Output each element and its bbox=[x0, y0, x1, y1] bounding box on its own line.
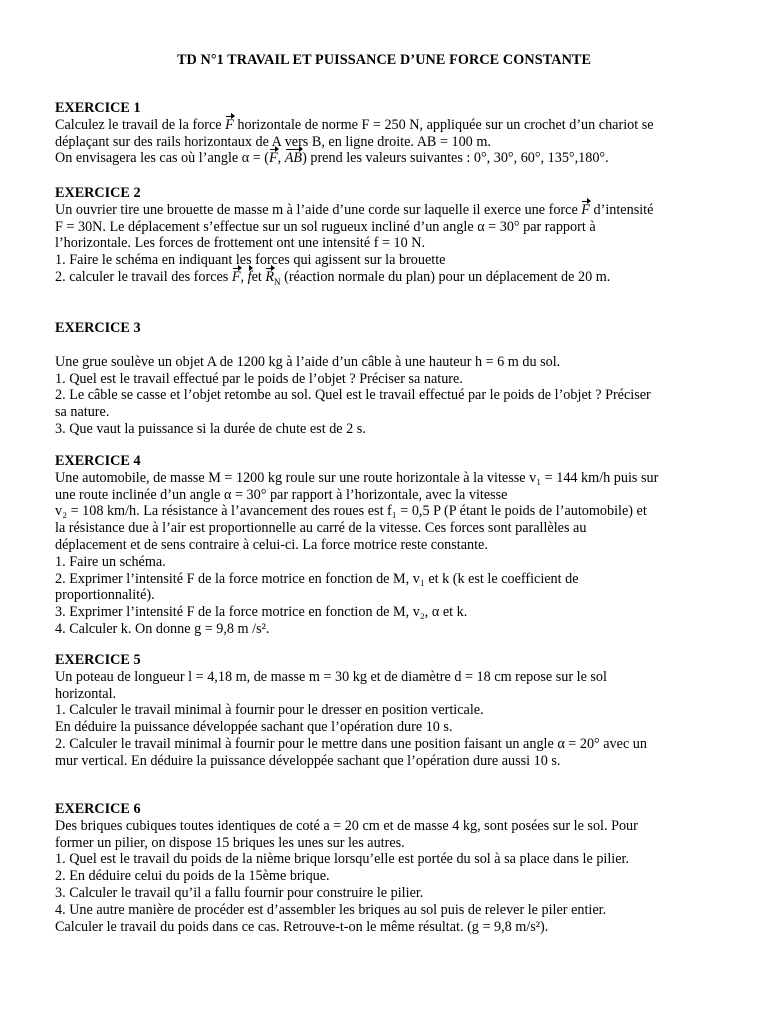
exercise-1-line-1: Calculez le travail de la force F horizontale de norme F = 250 N, appliquée sur un crochet d’un chariot se bbox=[55, 116, 654, 133]
exercise-4-line-7: 2. Exprimer l’intensité F de la force motrice en fonction de M, v₁ et k (k est le coefficient de bbox=[55, 570, 579, 587]
exercise-6-line-1: Des briques cubiques toutes identiques de coté a = 20 cm et de masse 4 kg, sont posées sur le sol. Pour bbox=[55, 817, 638, 834]
exercise-4-line-3: v₂ = 108 km/h. La résistance à l’avancement des roues est f₁ = 0,5 P (P étant le poids de l’automobile) et bbox=[55, 503, 647, 520]
vector-F: F bbox=[268, 150, 278, 167]
vector-F: F bbox=[581, 201, 590, 218]
exercise-4-line-1: Une automobile, de masse M = 1200 kg roule sur une route horizontale à la vitesse v₁ = 144 km/h puis sur bbox=[55, 469, 659, 486]
vector-R-subscript: N bbox=[274, 276, 281, 287]
exercise-2 bbox=[55, 185, 725, 286]
exercise-5-line-4: En déduire la puissance développée sachant que l’opération dure 10 s. bbox=[55, 719, 453, 736]
exercise-2-line-4: 1. Faire le schéma en indiquant les forces qui agissent sur la brouette bbox=[55, 252, 446, 269]
document-title: TD N°1 TRAVAIL ET PUISSANCE D’UNE FORCE CONSTANTE bbox=[176, 52, 592, 68]
exercise-4-line-9: 3. Exprimer l’intensité F de la force motrice en fonction de M, v₂, α et k. bbox=[55, 604, 468, 621]
exercise-2-line-2: F = 30N. Le déplacement s’effectue sur un sol rugueux incliné d’un angle α = 30° par rapport à bbox=[55, 218, 596, 235]
exercise-6-heading: EXERCICE 6 bbox=[55, 801, 141, 817]
exercise-6 bbox=[55, 801, 725, 935]
exercise-6-line-2: former un pilier, on dispose 15 briques les unes sur les autres. bbox=[55, 834, 405, 851]
exercise-4-line-6: 1. Faire un schéma. bbox=[55, 553, 166, 570]
exercise-1-line-2: déplaçant sur des rails horizontaux de A vers B, en ligne droite. AB = 100 m. bbox=[55, 133, 491, 150]
exercise-5-line-1: Un poteau de longueur l = 4,18 m, de masse m = 30 kg et de diamètre d = 18 cm repose sur le sol bbox=[55, 668, 607, 685]
vector-R: R bbox=[265, 268, 275, 285]
exercise-3 bbox=[55, 320, 725, 438]
exercise-6-line-5: 3. Calculer le travail qu’il a fallu fournir pour construire le pilier. bbox=[55, 884, 424, 901]
exercise-3-line-4: sa nature. bbox=[55, 404, 110, 421]
exercise-1 bbox=[55, 100, 725, 167]
exercise-6-line-4: 2. En déduire celui du poids de la 15ème brique. bbox=[55, 868, 330, 885]
exercise-4-heading: EXERCICE 4 bbox=[55, 453, 141, 469]
exercise-1-line-3: On envisagera les cas où l’angle α = (F, AB) prend les valeurs suivantes : 0°, 30°, 60°, 135°,180°. bbox=[55, 150, 609, 167]
exercise-5-heading: EXERCICE 5 bbox=[55, 652, 141, 668]
exercise-2-line-3: l’horizontale. Les forces de frottement ont une intensité f = 10 N. bbox=[55, 235, 426, 252]
exercise-4 bbox=[55, 453, 725, 638]
exercise-5-line-5: 2. Calculer le travail minimal à fournir pour le mettre dans une position faisant un angle α = 20° avec un bbox=[55, 735, 647, 752]
exercise-2-heading: EXERCICE 2 bbox=[55, 185, 141, 201]
exercise-5 bbox=[55, 652, 725, 770]
exercise-6-line-3: 1. Quel est le travail du poids de la nième brique lorsqu’elle est portée du sol à sa place dans le pilier. bbox=[55, 851, 630, 868]
exercise-3-line-3: 2. Le câble se casse et l’objet retombe au sol. Quel est le travail effectué par le poids de l’objet ? Préciser bbox=[55, 387, 651, 404]
exercise-5-line-2: horizontal. bbox=[55, 685, 117, 702]
vector-F: F bbox=[231, 268, 241, 285]
exercise-3-line-5: 3. Que vaut la puissance si la durée de chute est de 2 s. bbox=[55, 420, 366, 437]
exercise-6-line-7: Calculer le travail du poids dans ce cas. Retrouve-t-on le même résultat. (g = 9,8 m/s²). bbox=[55, 918, 549, 935]
vector-f: f bbox=[247, 268, 252, 285]
exercise-2-line-1: Un ouvrier tire une brouette de masse m à l’aide d’une corde sur laquelle il exerce une force F d’intensité bbox=[55, 201, 654, 218]
exercise-2-line-5: 2. calculer le travail des forces F, fet $R_N$ (réaction normale du plan) pour un déplacement de 20 m. bbox=[55, 268, 611, 287]
exercise-5-line-6: mur vertical. En déduire la puissance développée sachant que l’opération dure aussi 10 s. bbox=[55, 752, 561, 769]
exercise-4-line-4: la résistance due à l’air est proportionnelle au carré de la vitesse. Ces forces sont parallèles au bbox=[55, 520, 587, 537]
exercise-4-line-10: 4. Calculer k. On donne g = 9,8 m /s². bbox=[55, 620, 270, 637]
exercise-3-line-1: Une grue soulève un objet A de 1200 kg à l’aide d’un câble à une hauteur h = 6 m du sol. bbox=[55, 353, 561, 370]
exercise-3-heading: EXERCICE 3 bbox=[55, 320, 141, 336]
exercise-4-line-2: une route inclinée d’un angle α = 30° par rapport à l’horizontale, avec la vitesse bbox=[55, 486, 508, 503]
exercise-4-line-5: déplacement et de sens contraire à celui-ci. La force motrice reste constante. bbox=[55, 536, 488, 553]
exercise-1-heading: EXERCICE 1 bbox=[55, 100, 141, 116]
exercise-3-line-2: 1. Quel est le travail effectué par le poids de l’objet ? Préciser sa nature. bbox=[55, 370, 463, 387]
vector-F: F bbox=[225, 116, 234, 133]
exercise-4-line-8: proportionnalité). bbox=[55, 587, 155, 604]
exercise-6-line-6: 4. Une autre manière de procéder est d’assembler les briques au sol puis de relever le piler entier. bbox=[55, 901, 607, 918]
vector-AB: AB bbox=[284, 150, 303, 167]
exercise-5-line-3: 1. Calculer le travail minimal à fournir pour le dresser en position verticale. bbox=[55, 702, 484, 719]
